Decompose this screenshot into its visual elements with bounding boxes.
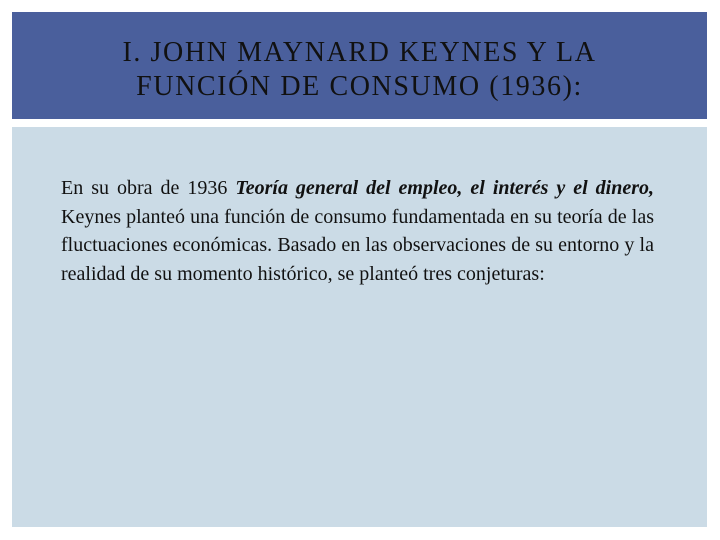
slide-title (12, 36, 707, 104)
slide-title-line-2: FUNCIÓN DE CONSUMO (1936): (136, 71, 583, 102)
body-paragraph (61, 174, 654, 288)
title-bar (12, 12, 707, 119)
slide-title-line-1: I. JOHN MAYNARD KEYNES Y LA (122, 37, 597, 68)
book-title: Teoría general del empleo, el interés y el dinero, (235, 177, 654, 199)
content-panel (12, 127, 707, 527)
body-intro: En su obra de 1936 (61, 177, 236, 199)
body-rest: Keynes planteó una función de consumo fundamentada en su teoría de las fluctuaciones económicas. Basado en las observaciones de su entorno y la realidad de su momento histórico, se planteó tres conjeturas: (61, 205, 654, 285)
